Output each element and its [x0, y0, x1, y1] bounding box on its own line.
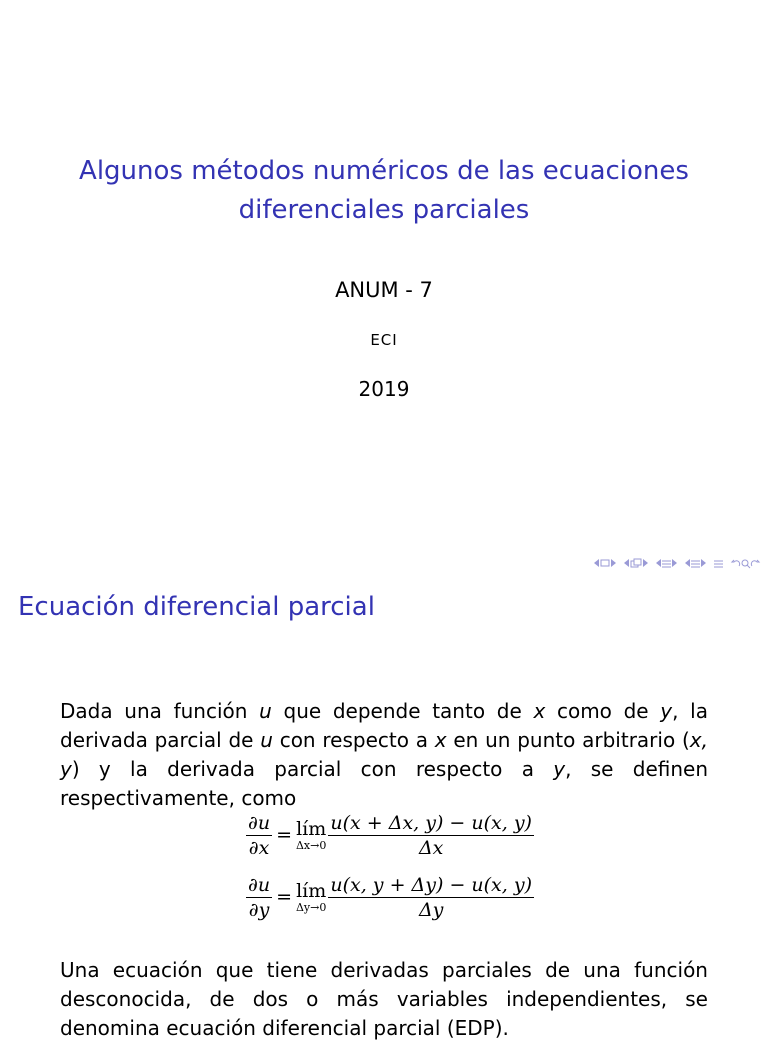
frame-nav — [594, 559, 616, 567]
equals-sign: = — [276, 886, 292, 908]
partial-x-equation — [246, 804, 534, 866]
forward-icon[interactable] — [751, 559, 760, 568]
author: ANUM - 7 — [335, 278, 433, 302]
math-var: u — [259, 699, 272, 723]
date: 2019 — [358, 377, 410, 401]
limit-subscript: Δy→0 — [295, 901, 327, 914]
fraction-denominator: Δy — [418, 898, 444, 921]
section-nav — [656, 559, 677, 568]
lhs-fraction — [246, 812, 272, 859]
fraction-denominator: ∂y — [248, 898, 270, 921]
subsubsection-nav — [685, 559, 706, 568]
limit-operator — [296, 818, 326, 852]
search-nav — [731, 559, 760, 568]
math-var: x — [434, 728, 447, 752]
rhs-fraction — [328, 874, 534, 921]
section-prev-icon[interactable] — [656, 559, 661, 567]
subsubsection-prev-icon[interactable] — [685, 559, 690, 567]
math-var: y — [553, 757, 566, 781]
frame-title: Ecuación diferencial parcial — [18, 592, 375, 622]
subsection-icon[interactable] — [630, 558, 642, 568]
limit-label: lím — [296, 880, 327, 902]
frame-prev-icon[interactable] — [594, 559, 599, 567]
limit-label: lím — [296, 818, 327, 840]
section-next-icon[interactable] — [672, 559, 677, 567]
definition-paragraph — [60, 697, 708, 813]
presentation-title — [60, 152, 708, 230]
fraction-denominator: ∂x — [248, 836, 270, 859]
text-run: ) y la derivada parcial con respecto a — [71, 757, 554, 781]
subsection-nav — [624, 558, 648, 568]
beamer-navigation-bar — [588, 555, 760, 571]
content-slide — [0, 576, 768, 1040]
text-run: Dada una función — [60, 699, 260, 723]
subsubsection-next-icon[interactable] — [701, 559, 706, 567]
equations-block — [246, 804, 534, 928]
subsubsection-icon[interactable] — [691, 559, 700, 568]
limit-subscript: Δx→0 — [295, 839, 327, 852]
text-run: en un punto arbitrario ( — [446, 728, 690, 752]
fraction-numerator: ∂u — [248, 811, 271, 834]
subsection-prev-icon[interactable] — [624, 559, 629, 567]
institute: ECI — [370, 331, 398, 349]
fraction-numerator: u(x, y + Δy) − u(x, y) — [330, 873, 532, 896]
frame-icon[interactable] — [600, 559, 610, 567]
text-run: con respecto a — [272, 728, 435, 752]
frame-next-icon[interactable] — [611, 559, 616, 567]
rhs-fraction — [328, 812, 534, 859]
fraction-denominator: Δx — [418, 836, 444, 859]
section-icon[interactable] — [662, 559, 671, 568]
pde-definition-paragraph: Una ecuación que tiene derivadas parciales de una función desconocida, de dos o más variables independientes, se denomina ecuación diferencial parcial (EDP). — [60, 958, 708, 1040]
math-var: x — [533, 699, 546, 723]
equals-sign: = — [276, 824, 292, 846]
fraction-numerator: ∂u — [248, 873, 271, 896]
math-var: y — [660, 699, 673, 723]
subsection-next-icon[interactable] — [643, 559, 648, 567]
align-icon[interactable] — [714, 559, 723, 568]
text-run: , la derivada parcial de — [60, 699, 708, 752]
text-run: que depende tanto de — [271, 699, 534, 723]
limit-operator — [296, 880, 326, 914]
align-nav — [714, 559, 723, 568]
back-icon[interactable] — [731, 559, 740, 568]
math-var: u — [260, 728, 273, 752]
title-line-1: Algunos métodos numéricos de las ecuaciones — [79, 156, 689, 186]
fraction-numerator: u(x + Δx, y) − u(x, y) — [330, 811, 532, 834]
math-var: x, y — [60, 728, 708, 781]
text-run: como de — [545, 699, 661, 723]
text-run: , se definen respectivamente, como — [60, 757, 708, 810]
search-icon[interactable] — [741, 559, 750, 568]
lhs-fraction — [246, 874, 272, 921]
title-line-2: diferenciales parciales — [238, 195, 530, 225]
partial-y-equation — [246, 866, 534, 928]
